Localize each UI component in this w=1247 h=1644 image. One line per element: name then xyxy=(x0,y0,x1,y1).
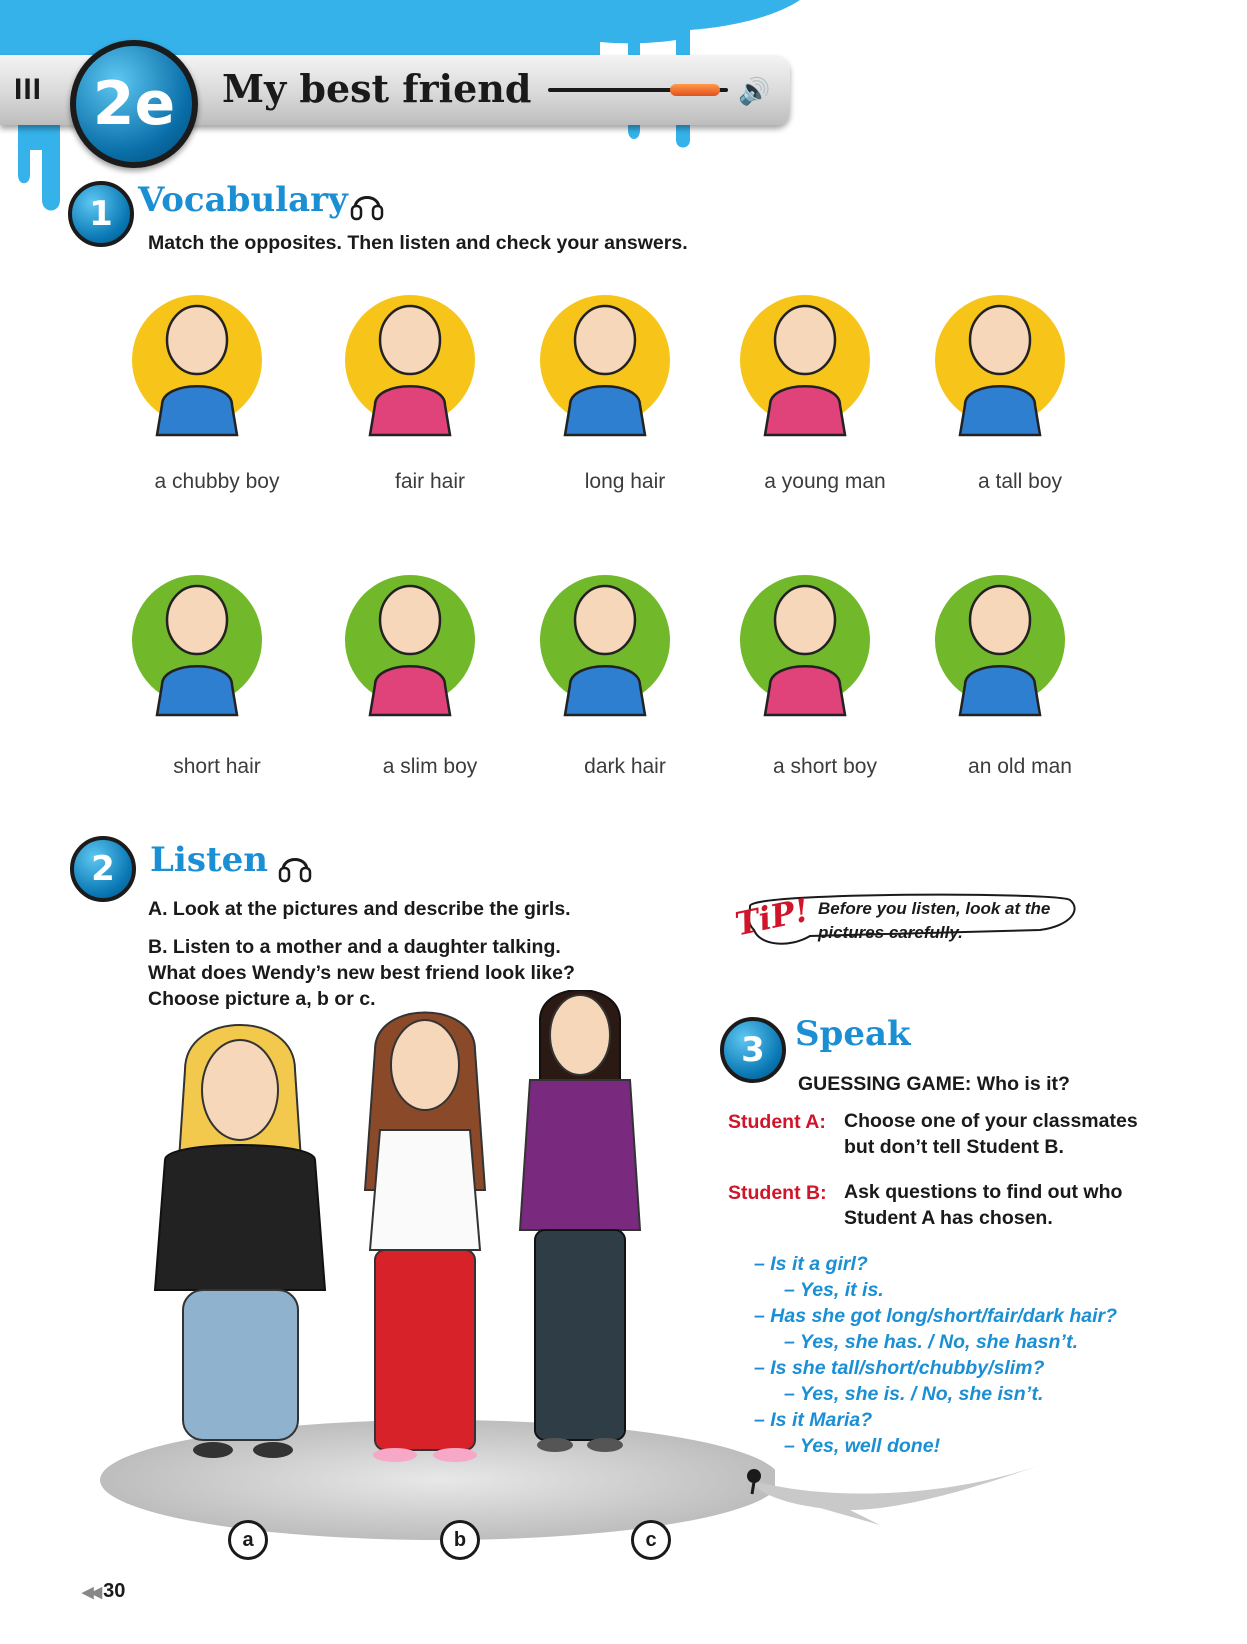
stripes-decoration: III xyxy=(14,73,43,106)
student-b-line-1: Ask questions to find out who xyxy=(844,1181,1123,1203)
tip-label: TiP! xyxy=(731,890,813,944)
vocab-caption: a slim boy xyxy=(382,755,478,778)
girl-b xyxy=(365,1013,485,1463)
vocab-figure xyxy=(335,285,485,445)
task-b-line-2: What does Wendy’s new best friend look like? xyxy=(148,962,575,984)
dialogue-line: – Yes, she is. / No, she isn’t. xyxy=(784,1383,1044,1405)
girls-illustration xyxy=(95,990,775,1580)
vocab-caption: an old man xyxy=(968,755,1072,778)
vocab-illustration xyxy=(335,565,525,755)
dialogue-line: – Yes, she has. / No, she hasn’t. xyxy=(784,1331,1079,1353)
vocab-caption: a tall boy xyxy=(977,470,1063,493)
section-1-instruction: Match the opposites. Then listen and check your answers. xyxy=(148,232,688,254)
dialogue-line: – Yes, well done! xyxy=(784,1435,941,1457)
vocab-item xyxy=(122,285,312,493)
vocab-figure xyxy=(730,565,880,725)
vocab-caption: a young man xyxy=(764,470,886,493)
speaker-icon: 🔊 xyxy=(738,76,771,106)
page-number xyxy=(82,1580,125,1603)
dialogue-line: – Is it a girl? xyxy=(754,1253,868,1275)
speech-tail-decoration xyxy=(740,1460,1060,1530)
picture-label-b: b xyxy=(440,1520,480,1560)
vocab-item xyxy=(335,565,525,778)
vocab-figure xyxy=(530,285,680,445)
vocab-caption: short hair xyxy=(173,755,261,778)
section-1-number: 1 xyxy=(68,181,134,247)
vocab-caption: a chubby boy xyxy=(154,470,280,493)
vocab-illustration xyxy=(925,285,1115,475)
vocab-illustration xyxy=(530,285,720,475)
vocab-illustration xyxy=(122,565,312,755)
vocab-figure xyxy=(122,285,272,445)
dialogue-line: – Is it Maria? xyxy=(754,1409,873,1431)
vocab-figure xyxy=(925,285,1075,445)
headphones-icon xyxy=(278,850,312,884)
dialogue-line: – Yes, it is. xyxy=(784,1279,884,1301)
dialogue-line: – Is she tall/short/chubby/slim? xyxy=(754,1357,1045,1379)
vocab-caption: dark hair xyxy=(584,755,666,778)
vocab-item xyxy=(925,565,1115,778)
student-a-label: Student A: xyxy=(728,1111,826,1133)
vocab-illustration xyxy=(530,565,720,755)
vocab-item xyxy=(122,565,312,778)
vocab-item xyxy=(730,565,920,778)
vocab-illustration xyxy=(335,285,525,475)
rewind-icon: ◀◀ xyxy=(82,1584,100,1601)
tip-text: Before you listen, look at the pictures carefully. xyxy=(818,899,1051,942)
vocab-figure xyxy=(335,565,485,725)
task-b-line-3: Choose picture a, b or c. xyxy=(148,988,376,1010)
student-a-line-1: Choose one of your classmates xyxy=(844,1110,1138,1132)
unit-badge: 2e xyxy=(70,40,198,168)
vocab-figure xyxy=(122,565,272,725)
page-number-value: 30 xyxy=(103,1580,126,1602)
section-2-title: Listen xyxy=(150,840,269,880)
audio-slider-knob xyxy=(670,84,720,96)
task-a: A. Look at the pictures and describe the girls. xyxy=(148,898,571,920)
headphones-icon xyxy=(350,188,384,222)
vocab-illustration xyxy=(730,565,920,755)
vocab-figure xyxy=(730,285,880,445)
girl-c xyxy=(520,990,640,1452)
vocab-caption: long hair xyxy=(584,470,666,493)
section-1-title: Vocabulary xyxy=(138,180,348,220)
vocab-figure xyxy=(925,565,1075,725)
girl-a xyxy=(155,1025,325,1458)
section-2-number: 2 xyxy=(70,836,136,902)
vocab-illustration xyxy=(925,565,1115,755)
vocab-figure xyxy=(530,565,680,725)
vocab-item xyxy=(925,285,1115,493)
vocab-caption: fair hair xyxy=(394,470,466,493)
vocab-caption: a short boy xyxy=(773,755,877,778)
student-b-line-2: Student A has chosen. xyxy=(844,1207,1053,1229)
page-title: My best friend xyxy=(222,66,532,111)
picture-label-a: a xyxy=(228,1520,268,1560)
task-b-line-1: B. Listen to a mother and a daughter talking. xyxy=(148,936,561,958)
vocab-illustration xyxy=(730,285,920,475)
vocab-item xyxy=(335,285,525,493)
student-b-label: Student B: xyxy=(728,1182,827,1204)
vocab-item xyxy=(730,285,920,493)
dialogue-line: – Has she got long/short/fair/dark hair? xyxy=(754,1305,1117,1327)
student-a-line-2: but don’t tell Student B. xyxy=(844,1136,1064,1158)
vocab-item xyxy=(530,565,720,778)
section-3-title: Speak xyxy=(795,1014,911,1054)
game-subtitle: GUESSING GAME: Who is it? xyxy=(798,1073,1070,1095)
vocab-item xyxy=(530,285,720,493)
vocab-illustration xyxy=(122,285,312,475)
section-3-number: 3 xyxy=(720,1017,786,1083)
picture-label-c: c xyxy=(631,1520,671,1560)
